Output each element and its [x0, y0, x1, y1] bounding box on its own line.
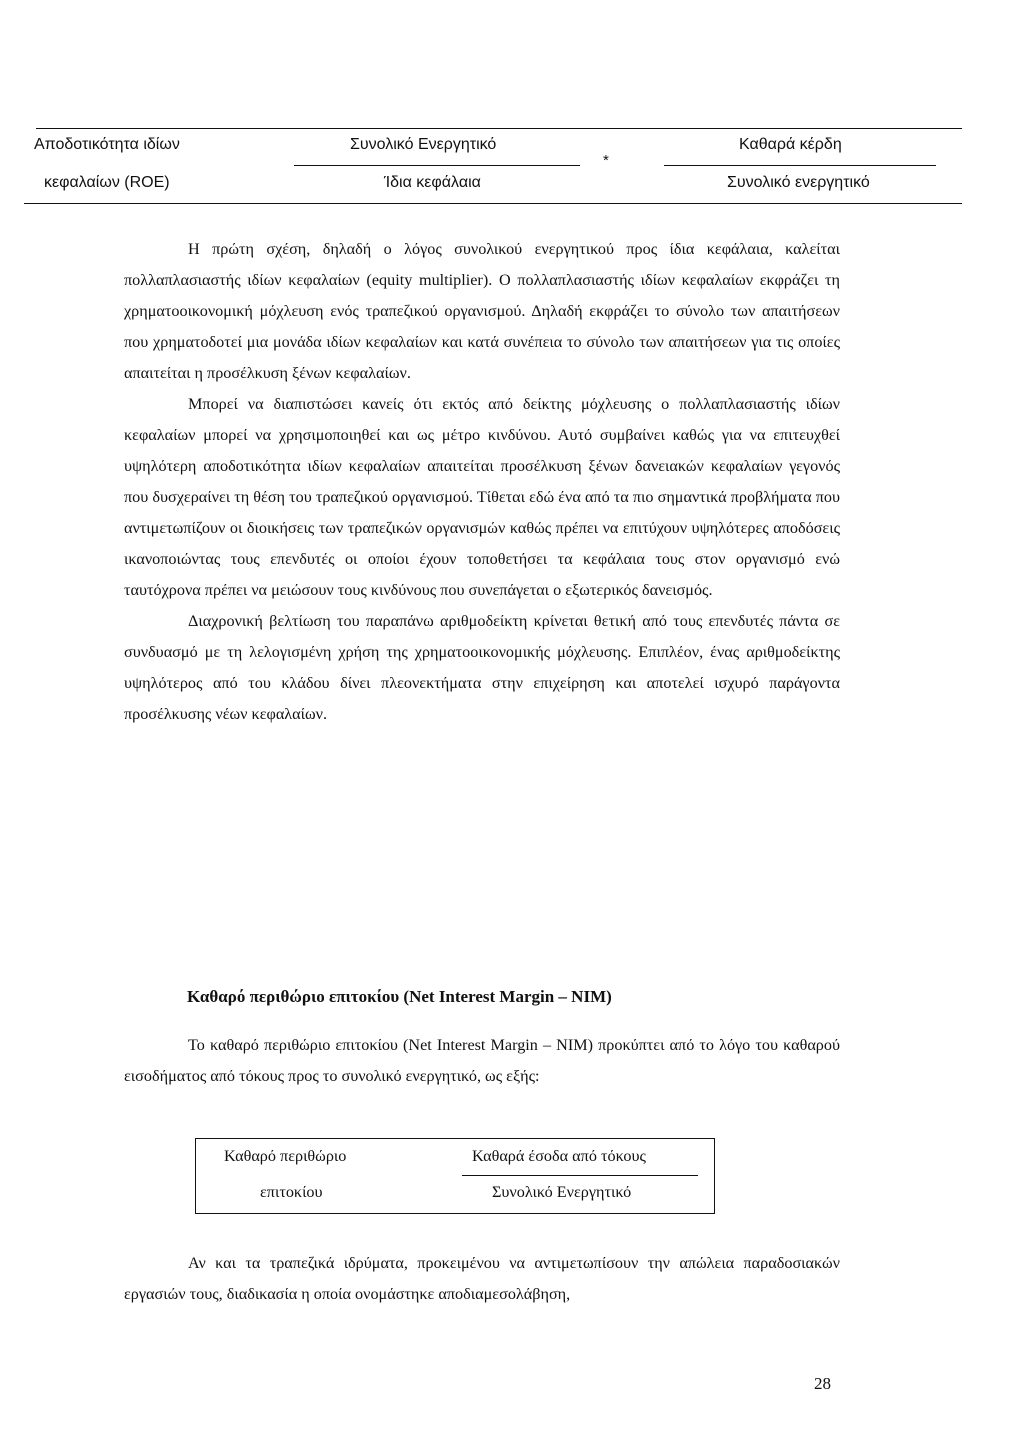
- paragraph-improvement: Διαχρονική βελτίωση του παραπάνω αριθμοδείκτη κρίνεται θετική από τους επενδυτές πάντα σε συνδυασμό με τη λελογισμένη χρήση της χρηματοοικονομικής μόχλευσης. Επιπλέον, ένας αριθμοδείκτης υψηλότερος από του κλάδου δίνει πλεονεκτήματα στην επιχείρηση και αποτελεί ισχυρό παράγοντα προσέλκυσης νέων κεφαλαίων.: [124, 612, 840, 723]
- nim-denominator: Συνολικό Ενεργητικό: [492, 1183, 632, 1201]
- nim-intro-block: [124, 1030, 840, 1092]
- body-text: [124, 234, 840, 730]
- fraction2-denominator: Συνολικό ενεργητικό: [727, 174, 870, 191]
- roe-formula-table: [24, 128, 962, 210]
- roe-label-line1: Αποδοτικότητα ιδίων: [34, 136, 180, 153]
- paragraph-risk-measure: Μπορεί να διαπιστώσει κανείς ότι εκτός από δείκτης μόχλευσης ο πολλαπλασιαστής ιδίων κεφαλαίων μπορεί να χρησιμοποιηθεί και ως μέτρο κινδύνου. Αυτό συμβαίνει καθώς για να επιτευχθεί υψηλότερη αποδοτικότητα ιδίων κεφαλαίων απαιτείται προσέλκυση ξένων δανειακών κεφαλαίων γεγονός που δυσχεραίνει τη θέση του τραπεζικού οργανισμού. Τίθεται εδώ ένα από τα πιο σημαντικά προβλήματα που αντιμετωπίζουν οι διοικήσεις των τραπεζικών οργανισμών καθώς πρέπει να επιτύχουν υψηλότερες αποδόσεις ικανοποιώντας τους επενδυτές οι οποίοι έχουν τοποθετήσει τα κεφάλαια τους στον οργανισμό ενώ ταυτόχρονα πρέπει να μειώσουν τους κινδύνους που συνεπάγεται ο εξωτερικός δανεισμός.: [124, 395, 840, 599]
- fraction2-line: [664, 165, 936, 166]
- fraction1-numerator: Συνολικό Ενεργητικό: [350, 136, 497, 153]
- section-heading-nim: Καθαρό περιθώριο επιτοκίου (Net Interest Margin – NIM): [187, 987, 612, 1006]
- fraction1-denominator: Ίδια κεφάλαια: [384, 174, 481, 191]
- paragraph-nim-intro: Το καθαρό περιθώριο επιτοκίου (Net Interest Margin – NIM) προκύπτει από το λόγο του καθαρού εισοδήματος από τόκους προς το συνολικό ενεργητικό, ως εξής:: [124, 1036, 840, 1085]
- nim-formula-box: [195, 1138, 715, 1214]
- multiply-sign: *: [603, 152, 609, 169]
- closing-block: [124, 1248, 840, 1310]
- fraction1-line: [294, 165, 580, 166]
- page-number: 28: [814, 1374, 831, 1393]
- paragraph-equity-multiplier: Η πρώτη σχέση, δηλαδή ο λόγος συνολικού ενεργητικού προς ίδια κεφάλαια, καλείται πολλαπλασιαστής ιδίων κεφαλαίων (equity multiplier). Ο πολλαπλασιαστής ιδίων κεφαλαίων εκφράζει τη χρηματοοικονομική μόχλευση ενός τραπεζικού οργανισμού. Δηλαδή εκφράζει το σύνολο των απαιτήσεων που χρηματοδοτεί μια μονάδα ιδίων κεφαλαίων και κατά συνέπεια το σύνολο των απαιτήσεων για τις οποίες απαιτείται η προσέλκυση ξένων κεφαλαίων.: [124, 240, 840, 382]
- nim-fraction-line: [462, 1175, 698, 1176]
- nim-label-line2: επιτοκίου: [260, 1183, 323, 1201]
- roe-label-line2: κεφαλαίων (ROE): [44, 174, 170, 191]
- table-bottom-rule: [24, 203, 962, 204]
- paragraph-closing: Αν και τα τραπεζικά ιδρύματα, προκειμένου να αντιμετωπίσουν την απώλεια παραδοσιακών εργασιών τους, διαδικασία η οποία ονομάστηκε αποδιαμεσολάβηση,: [124, 1254, 840, 1303]
- table-top-rule: [36, 128, 962, 129]
- nim-label-line1: Καθαρό περιθώριο: [224, 1147, 347, 1165]
- fraction2-numerator: Καθαρά κέρδη: [739, 136, 842, 153]
- nim-numerator: Καθαρά έσοδα από τόκους: [472, 1147, 646, 1165]
